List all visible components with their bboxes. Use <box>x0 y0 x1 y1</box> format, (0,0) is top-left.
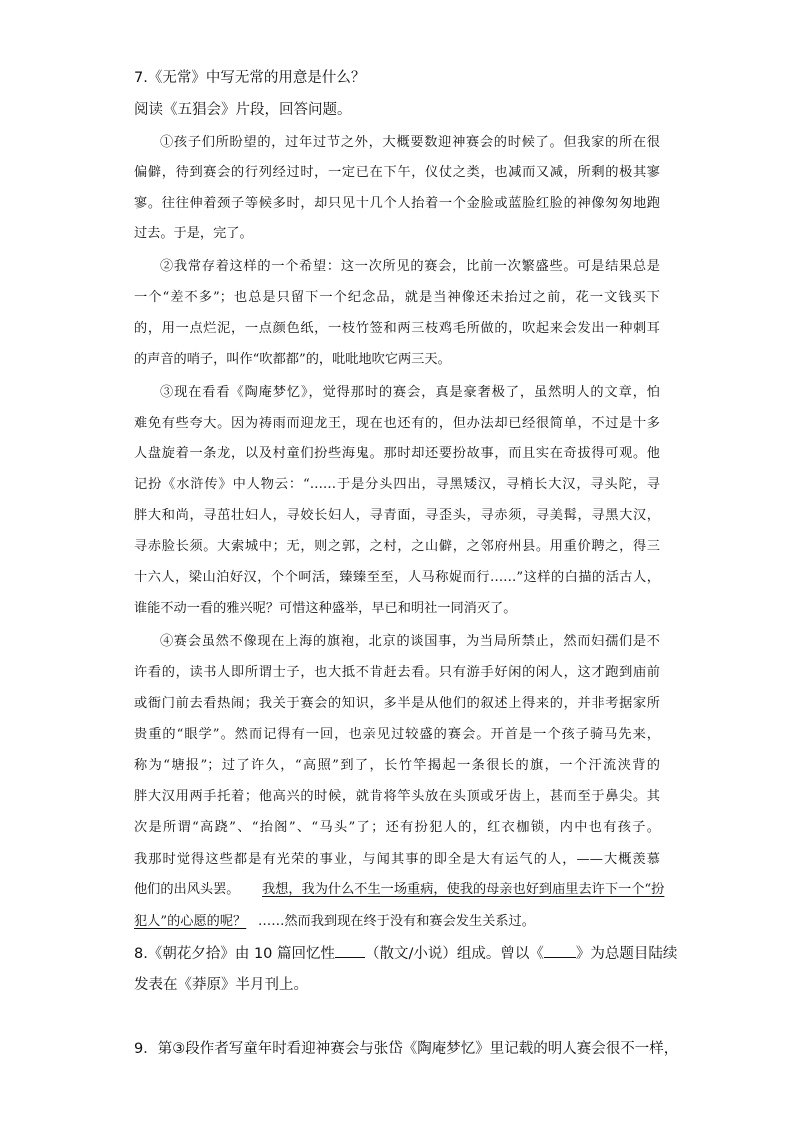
passage-line: 偏僻，待到赛会的行列经过时，一定已在下午，仪仗之类，也减而又减，所剩的极其寥 <box>134 165 660 180</box>
passage-line: 贵重的“眼学”。然而记得有一回，也亲见过较盛的赛会。开首是一个孩子骑马先来， <box>134 727 660 742</box>
passage-line: 许看的，读书人即所谓士子，也大抵不肯赶去看。只有游手好闲的闲人，这才跑到庙前 <box>134 665 660 680</box>
passage-line: 我那时觉得这些都是有光荣的事业，与闻其事的即全是大有运气的人，——大概羡慕 <box>134 852 660 867</box>
question-8-line-2: 发表在《莽原》半月刊上。 <box>134 977 308 993</box>
passage-line: ③现在看看《陶庵梦忆》，觉得那时的赛会，真是豪奢极了，虽然明人的文章，怕 <box>160 385 660 400</box>
passage-line: 的声音的哨子，叫作“吹都都”的，吡吡地吹它两三天。 <box>134 352 451 367</box>
question-7: 7.《无常》中写无常的用意是什么？ <box>134 70 366 86</box>
passage-line: ④赛会虽然不像现在上海的旗袍，北京的谈国事，为当局所禁止，然而妇孺们是不 <box>160 634 660 649</box>
passage-line: ……然而我到现在终于没有和赛会发生关系过。 <box>258 914 535 929</box>
question-8-text: 》为总题目陆续 <box>575 946 678 962</box>
passage-line: 他们的出风头罢。 <box>134 882 240 897</box>
passage-line: 的，用一点烂泥，一点颜色纸，一枝竹签和两三枝鸡毛所做的，吹起来会发出一种刺耳 <box>134 321 660 336</box>
passage-line: 或衙门前去看热闹；我关于赛会的知识，多半是从他们的叙述上得来的，并非考据家所 <box>134 696 660 711</box>
question-8 <box>134 942 677 963</box>
passage-line: 人盘旋着一条龙，以及村童们扮些海鬼。那时却还要扮故事，而且实在奇拔得可观。他 <box>134 446 660 461</box>
answer-blank-genre <box>335 943 365 958</box>
passage-line: 记扮《水浒传》中人物云：“……于是分头四出，寻黑矮汉，寻梢长大汉，寻头陀，寻 <box>134 477 660 492</box>
passage-line: 十六人，梁山泊好汉，个个呵活，臻臻至至，人马称娖而行……”这样的白描的活古人， <box>134 570 660 585</box>
passage-line: 寻赤脸长须。大索城中；无，则之郭，之村，之山僻，之邻府州县。用重价聘之，得三 <box>134 539 660 554</box>
passage-line: ②我常存着这样的一个希望：这一次所见的赛会，比前一次繁盛些。可是结果总是 <box>160 259 660 274</box>
underlined-sentence: 我想，我为什么不生一场重病，使我的母亲也好到庙里去许下一个“扮 <box>262 882 665 897</box>
reading-instruction: 阅读《五猖会》片段，回答问题。 <box>134 102 352 118</box>
passage-line: 过去。于是，完了。 <box>134 226 253 241</box>
passage-line: 胖大汉用两手托着；他高兴的时候，就肯将竿头放在头顶或牙齿上，甚而至于鼻尖。其 <box>134 789 660 804</box>
underlined-sentence-end: 犯人”的心愿的呢？ <box>134 914 247 929</box>
question-8-text: 8.《朝花夕拾》由 10 篇回忆性 <box>134 946 336 962</box>
passage-line: 次是所谓“高跷”、“抬阁”、“马头”了；还有扮犯人的，红衣枷锁，内中也有孩子。 <box>134 820 660 835</box>
question-9: 9．第③段作者写童年时看迎神赛会与张岱《陶庵梦忆》里记载的明人赛会很不一样， <box>134 1041 679 1057</box>
passage-line: 谁能不动一看的雅兴呢？可惜这种盛举，早已和明社一同消灭了。 <box>134 601 517 616</box>
passage-line: 难免有些夸大。因为祷雨而迎龙王，现在也还有的，但办法却已经很简单，不过是十多 <box>134 416 660 431</box>
answer-blank-title <box>544 943 576 958</box>
passage-line: 寥。往往伸着颈子等候多时，却只见十几个人抬着一个金脸或蓝脸红脸的神像匆匆地跑 <box>134 196 660 211</box>
passage-line: ①孩子们所盼望的，过年过节之外，大概要数迎神赛会的时候了。但我家的所在很 <box>160 135 660 150</box>
passage-line: 称为“塘报”；过了许久，“高照”到了，长竹竿揭起一条很长的旗，一个汗流浃背的 <box>134 758 660 773</box>
question-8-text: （散文/小说）组成。曾以《 <box>365 946 544 962</box>
passage-line: 一个“差不多”；也总是只留下一个纪念品，就是当神像还未抬过之前，花一文钱买下 <box>134 290 660 305</box>
passage-line: 胖大和尚，寻茁壮妇人，寻姣长妇人，寻青面，寻歪头，寻赤须，寻美髯，寻黑大汉， <box>134 508 660 523</box>
